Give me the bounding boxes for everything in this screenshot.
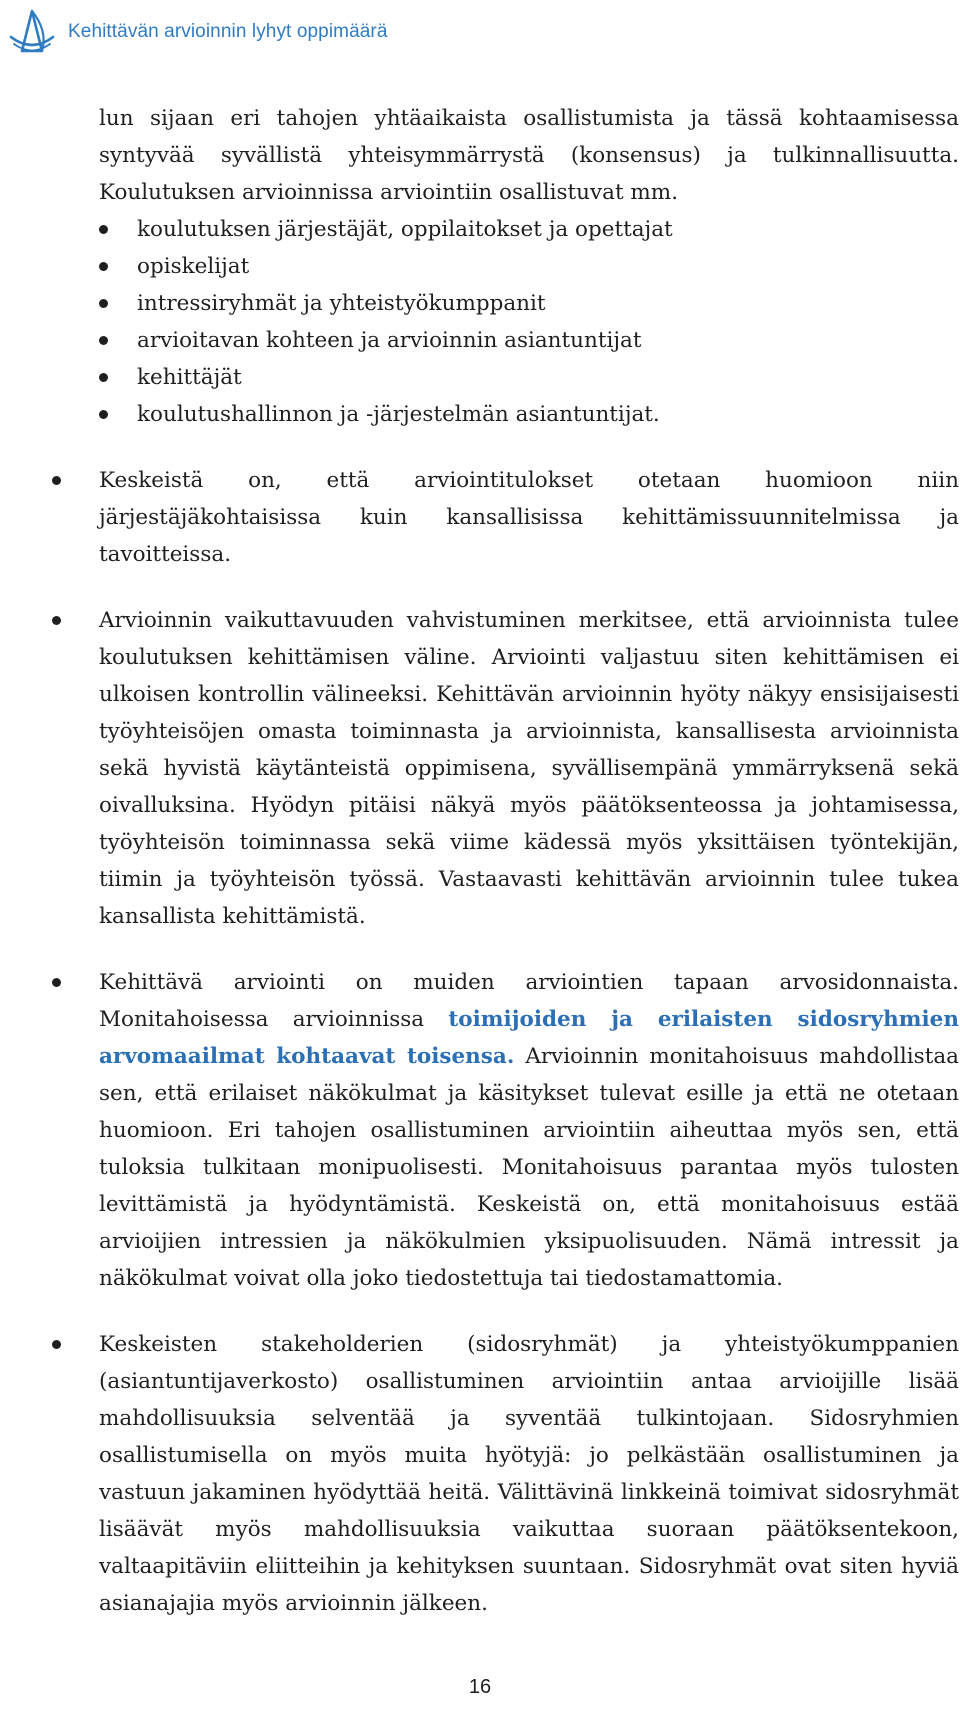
list-item: opiskelijat — [99, 248, 959, 285]
sail-logo-icon — [8, 7, 56, 57]
bullet-icon — [52, 978, 61, 987]
page-content — [0, 100, 960, 1622]
bullet-icon — [52, 616, 61, 625]
bullet-icon — [99, 373, 108, 382]
list-item: kehittäjät — [99, 359, 959, 396]
bullet-paragraph-1: Keskeistä on, että arviointitulokset otetaan huomioon niin järjestäjäkohtaisissa kuin kansallisissa kehittämissuunnitelmissa ja tavoitteissa. — [0, 462, 959, 573]
bullet-icon — [52, 476, 61, 485]
page-number: 16 — [468, 1676, 492, 1698]
intro-paragraph — [0, 100, 959, 433]
bullet-icon — [99, 262, 108, 271]
intro-text: lun sijaan eri tahojen yhtäaikaista osallistumista ja tässä kohtaamisessa syntyvää syvällistä yhteisymmärrystä (konsensus) ja tulkinnallisuutta. Koulutuksen arvioinnissa arviointiin osallistuvat mm. — [99, 106, 959, 205]
bullet-icon — [99, 336, 108, 345]
list-item: koulutuksen järjestäjät, oppilaitokset ja opettajat — [99, 211, 959, 248]
highlighted-text: toimijoiden ja erilaisten sidosryhmien arvomaailmat kohtaavat toisensa. — [99, 1007, 959, 1069]
bullet-icon — [99, 225, 108, 234]
bullet-paragraph-2: Arvioinnin vaikuttavuuden vahvistuminen merkitsee, että arvioinnista tulee koulutuksen kehittämisen väline. Arviointi valjastuu siten kehittämisen ei ulkoisen kontrollin välineeksi. Kehittävän arvioinnin hyöty näkyy ensisijaisesti työyhteisöjen omasta toiminnasta ja arvioinnista, kansallisesta arvioinnista sekä hyvistä käytänteistä oppimisena, syvällisempänä ymmärryksenä sekä oivalluksina. Hyödyn pitäisi näkyä myös päätöksenteossa ja johtamisessa, työyhteisön toiminnassa sekä viime kädessä myös yksittäisen työntekijän, tiimin ja työyhteisön työssä. Vastaavasti kehittävän arvioinnin tulee tukea kansallista kehittämistä. — [0, 602, 959, 935]
bullet-icon — [99, 299, 108, 308]
bullet-paragraph-4: Keskeisten stakeholderien (sidosryhmät) ja yhteistyökumppanien (asiantuntijaverkosto) osallistuminen arviointiin antaa arvioijille lisää mahdollisuuksia selventää ja syventää tulkintojaan. Sidosryhmien osallistumisella on myös muita hyötyjä: jo pelkästään osallistuminen ja vastuun jakaminen hyödyttää heitä. Välittävinä linkkeinä toimivat sidosryhmät lisäävät myös mahdollisuuksia vaikuttaa suoraan päätöksentekoon, valtaapitäviin eliitteihin ja kehityksen suuntaan. Sidosryhmät ovat siten hyviä asianajajia myös arvioinnin jälkeen. — [0, 1326, 959, 1622]
header-title: Kehittävän arvioinnin lyhyt oppimäärä — [68, 21, 388, 42]
bullet-icon — [99, 410, 108, 419]
participants-list — [99, 211, 959, 433]
list-item: intressiryhmät ja yhteistyökumppanit — [99, 285, 959, 322]
page-header — [8, 6, 388, 58]
bullet-paragraph-3: Kehittävä arviointi on muiden arviointien tapaan arvosidonnaista. Monitahoisessa arvioinnissa toimijoiden ja erilaisten sidosryhmien arvomaailmat kohtaavat toisensa. Arvioinnin monitahoisuus mahdollistaa sen, että erilaiset näkökulmat ja käsitykset tulevat esille ja että ne otetaan huomioon. Eri tahojen osallistuminen arviointiin aiheuttaa myös sen, että tuloksia tulkitaan monipuolisesti. Monitahoisuus parantaa myös tulosten levittämistä ja hyödyntämistä. Keskeistä on, että monitahoisuus estää arvioijien intressien ja näkökulmien yksipuolisuuden. Nämä intressit ja näkökulmat voivat olla joko tiedostettuja tai tiedostamattomia. — [0, 964, 959, 1297]
list-item: arvioitavan kohteen ja arvioinnin asiantuntijat — [99, 322, 959, 359]
bullet-icon — [52, 1340, 61, 1349]
list-item: koulutushallinnon ja -järjestelmän asiantuntijat. — [99, 396, 959, 433]
